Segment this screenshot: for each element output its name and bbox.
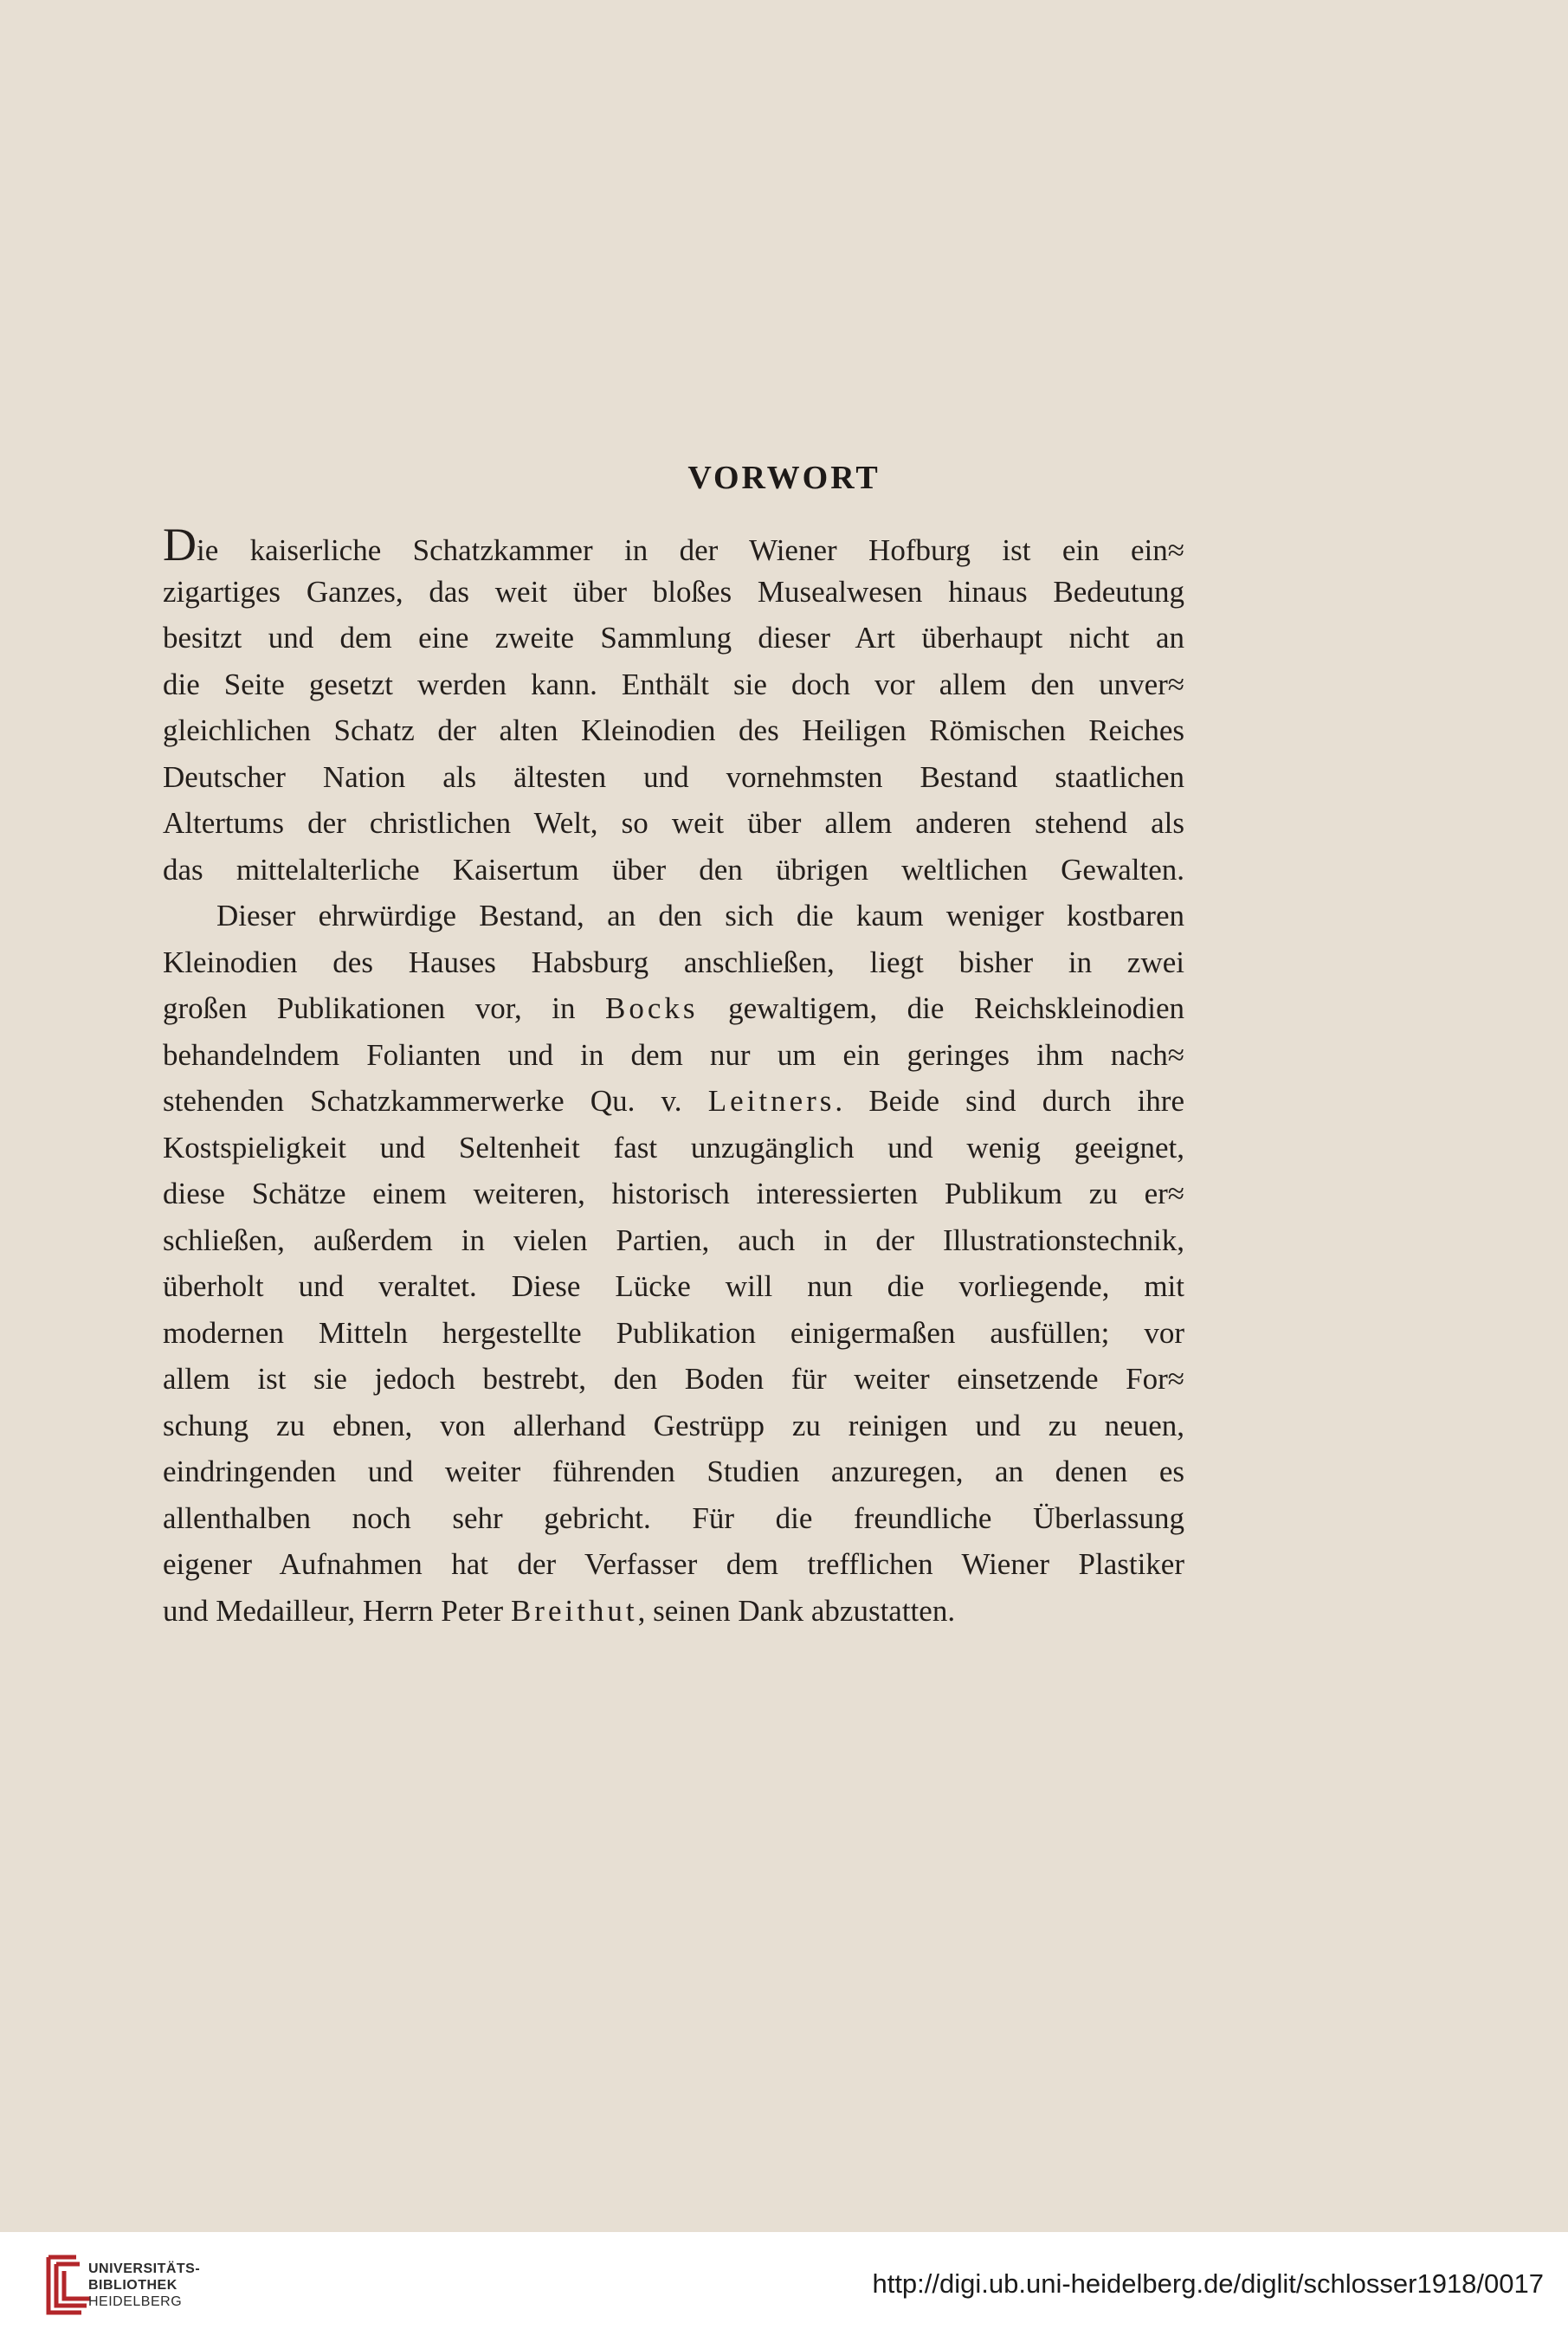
line-text: großen Publikationen vor, in	[163, 991, 606, 1025]
text-line: das mittelalterliche Kaisertum über den übrigen weltlichen Gewalten.	[163, 852, 1184, 887]
text-line: Deutscher Nation als ältesten und vornehmsten Bestand staatlichen	[163, 759, 1184, 794]
text-line: schließen, außerdem in vielen Partien, auch in der Illustrationstechnik,	[163, 1223, 1184, 1257]
text-line: allenthalben noch sehr gebricht. Für die freundliche Überlassung	[163, 1500, 1184, 1535]
drop-cap: D	[163, 522, 197, 569]
line-text: . Beide sind durch ihre	[835, 1084, 1184, 1118]
spaced-name: Bocks	[605, 991, 699, 1025]
library-name	[88, 2261, 200, 2310]
library-logo-icon[interactable]	[42, 2248, 95, 2319]
text-line: Dieser ehrwürdige Bestand, an den sich die kaum weniger kostbaren	[216, 899, 1184, 932]
text-line	[163, 522, 1184, 569]
text-line: eigener Aufnahmen hat der Verfasser dem trefflichen Wiener Plastiker	[163, 1547, 1184, 1581]
line-text: ie kaiserliche Schatzkammer in der Wiener Hofburg ist ein ein≈	[197, 533, 1184, 567]
source-url-link[interactable]: http://digi.ub.uni-heidelberg.de/diglit/schlosser1918/0017	[872, 2268, 1544, 2299]
text-line: schung zu ebnen, von allerhand Gestrüpp zu reinigen und zu neuen,	[163, 1408, 1184, 1442]
line-text: gewaltigem, die Reichskleinodien	[698, 991, 1184, 1025]
text-line	[163, 1078, 1184, 1125]
line-text: , seinen Dank abzustatten.	[637, 1593, 956, 1628]
text-line: die Seite gesetzt werden kann. Enthält sie doch vor allem den unver≈	[163, 667, 1184, 701]
text-line	[163, 1588, 1184, 1635]
text-line: allem ist sie jedoch bestrebt, den Boden für weiter einsetzende For≈	[163, 1362, 1184, 1396]
text-line: Altertums der christlichen Welt, so weit über allem anderen stehend als	[163, 806, 1184, 840]
text-line: eindringenden und weiter führenden Studien anzuregen, an denen es	[163, 1455, 1184, 1488]
library-line: HEIDELBERG	[88, 2294, 183, 2309]
text-line: diese Schätze einem weiteren, historisch interessierten Publikum zu er≈	[163, 1177, 1184, 1210]
text-line: überholt und veraltet. Diese Lücke will nun die vorliegende, mit	[163, 1269, 1184, 1303]
spaced-name: Leitners	[707, 1084, 836, 1118]
text-line: behandelndem Folianten und in dem nur um ein geringes ihm nach≈	[163, 1037, 1184, 1072]
text-line	[163, 985, 1184, 1032]
library-line: UNIVERSITÄTS-	[88, 2261, 201, 2276]
body-text	[163, 522, 1184, 1634]
text-line: besitzt und dem eine zweite Sammlung dieser Art überhaupt nicht an	[163, 621, 1184, 655]
spaced-name: Breithut	[510, 1593, 638, 1628]
text-line: Kostspieligkeit und Seltenheit fast unzugänglich und wenig geeignet,	[163, 1130, 1184, 1165]
text-line: gleichlichen Schatz der alten Kleinodien des Heiligen Römischen Reiches	[163, 713, 1184, 747]
line-text: und Medailleur, Herrn Peter	[163, 1593, 511, 1628]
library-line: BIBLIOTHEK	[88, 2278, 177, 2293]
text-line: Kleinodien des Hauses Habsburg anschließen, liegt bisher in zwei	[163, 945, 1184, 979]
text-line: modernen Mitteln hergestellte Publikation einigermaßen ausfüllen; vor	[163, 1315, 1184, 1350]
line-text: stehenden Schatzkammerwerke Qu. v.	[163, 1084, 708, 1118]
page-title: VORWORT	[687, 460, 881, 496]
text-line: zigartiges Ganzes, das weit über bloßes Musealwesen hinaus Bedeutung	[163, 574, 1184, 609]
